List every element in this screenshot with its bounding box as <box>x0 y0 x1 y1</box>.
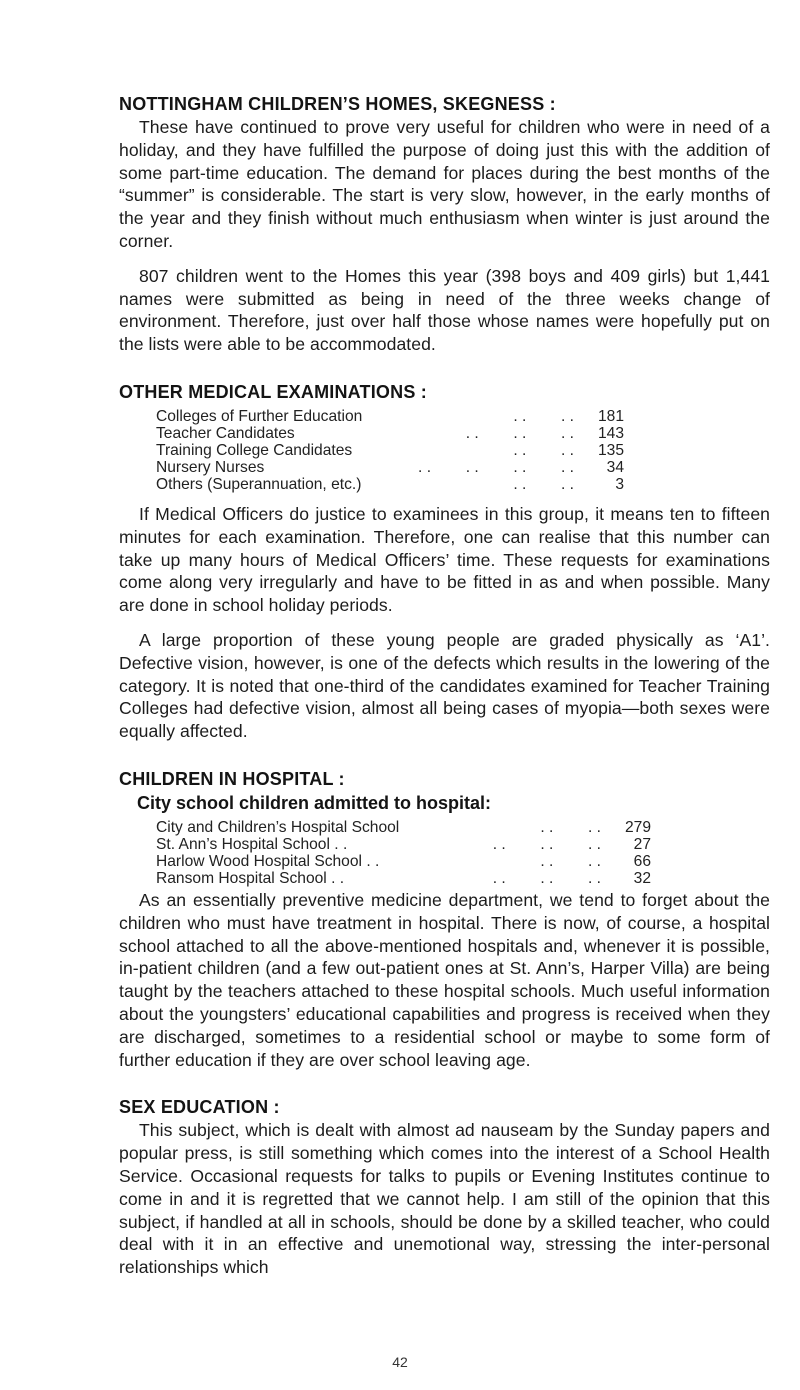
paragraph-sex-education: This subject, which is dealt with almost ad nauseam by the Sunday papers and popular press, is still something which comes into the interest of a School Health Service. Occasional requests for talks to pupils or Evening Institutes continue to come in and it is regretted that we cannot help. I am still of the opinion that this subject, if handled at all in schools, should be done by a skilled teacher, who could deal with it in an effective and unemotional way, stressing the inter-personal relationships which <box>119 1120 770 1278</box>
row-leader: . . . . . . <box>465 424 574 442</box>
table-row <box>156 476 624 493</box>
row-value: 3 <box>615 475 624 493</box>
row-value: 66 <box>633 852 651 870</box>
row-value: 27 <box>633 835 651 853</box>
subheading-admitted-to-hospital: City school children admitted to hospital: <box>137 792 492 813</box>
table-row <box>156 459 624 476</box>
row-leader: . . . . <box>513 475 574 493</box>
section-heading-medical-exams: OTHER MEDICAL EXAMINATIONS : <box>119 381 427 402</box>
row-leader: . . . . . . <box>492 835 601 853</box>
row-leader: . . . . <box>540 818 601 836</box>
row-label: Nursery Nurses <box>156 458 265 476</box>
row-label: St. Ann’s Hospital School . . <box>156 835 348 853</box>
section-heading-children-in-hospital: CHILDREN IN HOSPITAL : <box>119 768 345 789</box>
paragraph-defective-vision: A large proportion of these young people are graded physically as ‘A1’. Defective vision, however, is one of the defects which results in the lowering of the category. It is noted that one-third of the candidates examined for Teacher Training Colleges had defective vision, almost all being cases of myopia—both sexes were equally affected. <box>119 629 770 742</box>
section-heading-sex-education: SEX EDUCATION : <box>119 1097 280 1118</box>
row-label: Training College Candidates <box>156 441 353 459</box>
page-number: 42 <box>392 1354 408 1370</box>
medical-exams-table <box>156 408 624 493</box>
row-value: 32 <box>633 869 651 887</box>
table-row <box>156 853 651 870</box>
paragraph-hospital-schools: As an essentially preventive medicine department, we tend to forget about the children who must have treatment in hospital. There is now, of course, a hospital school attached to all the above-mentioned hospitals and, whenever it is possible, in-patient children (and a few out-patient ones at St. Ann’s, Harper Villa) are being taught by the teachers attached to these hospital schools. Much useful information about the youngsters’ educational capabilities and progress is received when they are discharged, sometimes to a residential school or maybe to some form of further education if they are over school leaving age. <box>119 889 770 1070</box>
page-content <box>119 92 770 1279</box>
row-value: 181 <box>597 407 624 425</box>
paragraph-homes-intro: These have continued to prove very useful for children who were in need of a holiday, and they have fulfilled the purpose of doing just this with the addition of some part-time education. The demand for places during the best months of the “summer” is considerable. The start is very slow, however, in the early months of the year and they finish without much enthusiasm when winter is just around the corner. <box>119 117 770 251</box>
section-heading-childrens-homes: NOTTINGHAM CHILDREN’S HOMES, SKEGNESS : <box>119 94 556 114</box>
table-row <box>156 442 624 459</box>
hospital-admissions-table <box>156 819 651 887</box>
row-value: 279 <box>624 818 651 836</box>
paragraph-homes-numbers: 807 children went to the Homes this year (398 boys and 409 girls) but 1,441 names were submitted as being in need of the three weeks change of environment. Therefore, just over half those whose names were hopefully put on the lists were able to be accommodated. <box>119 265 770 355</box>
table-row <box>156 870 651 887</box>
row-leader: . . . . <box>540 852 601 870</box>
row-label: City and Children’s Hospital School <box>156 818 400 836</box>
table-row <box>156 408 624 425</box>
table-row <box>156 836 651 853</box>
paragraph-exam-time: If Medical Officers do justice to examinees in this group, it means ten to fifteen minutes for each examination. Therefore, one can realise that this number can take up many hours of Medical Officers’ time. These requests for examinations come along very irregularly and have to be fitted in as and when possible. Many are done in school holiday periods. <box>119 503 770 616</box>
row-label: Colleges of Further Education <box>156 407 363 425</box>
row-leader: . . . . . . <box>492 869 601 887</box>
row-leader: . . . . <box>513 407 574 425</box>
row-label: Others (Superannuation, etc.) <box>156 475 362 493</box>
row-label: Teacher Candidates <box>156 424 295 442</box>
row-value: 143 <box>597 424 624 442</box>
row-value: 34 <box>606 458 624 476</box>
table-row <box>156 819 651 836</box>
row-label: Ransom Hospital School . . <box>156 869 345 887</box>
row-value: 135 <box>597 441 624 459</box>
row-leader: . . . . . . . . <box>418 458 574 476</box>
table-row <box>156 425 624 442</box>
row-leader: . . . . <box>513 441 574 459</box>
row-label: Harlow Wood Hospital School . . <box>156 852 380 870</box>
